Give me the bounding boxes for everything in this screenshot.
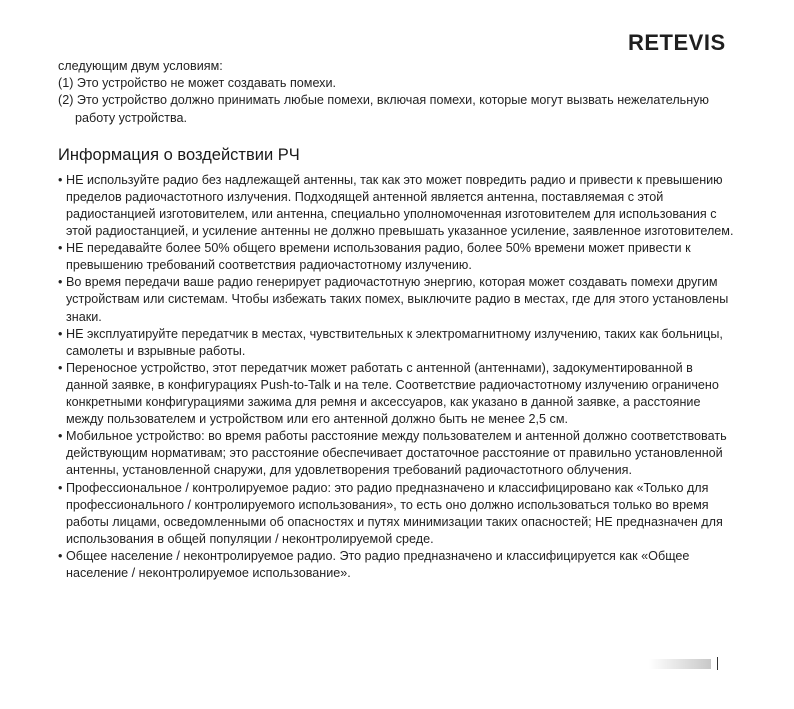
bullet-icon: • — [58, 326, 63, 341]
list-item-text: НЕ используйте радио без надлежащей антенны, так как это может повредить радио и привести к превышению пределов радиочастотного излучения. Подходящей антенной является антенна, поставляемая с этой радиостанцией изготовителем, или антенна, специально уполномоченная изготовителем для использования с этой радиостанцией, и усиление антенны не должно превышать указанное усиление, заявленное изготовителем. — [66, 172, 734, 239]
list-item — [58, 326, 738, 360]
bullet-icon: • — [58, 241, 63, 256]
bullet-icon: • — [58, 172, 63, 187]
list-item-text: Профессиональное / контролируемое радио: это радио предназначено и классифицировано как «Только для профессионального / контролируемого использования», то есть оно должно использоваться только во время работы лицами, осведомленными об опасностях и путях минимизации таких опасностей; НЕ предназначен для использования в общей популяции / неконтролируемой среде. — [66, 480, 723, 546]
list-item-text: НЕ передавайте более 50% общего времени использования радио, более 50% времени может привести к превышению требований соответствия радиочастотному излучению. — [66, 241, 691, 273]
rf-exposure-list — [58, 172, 738, 582]
bullet-icon: • — [58, 429, 63, 444]
list-item — [58, 428, 738, 479]
list-item-text: НЕ эксплуатируйте передатчик в местах, чувствительных к электромагнитному излучению, таких как больницы, самолеты и взрывные работы. — [66, 326, 723, 358]
list-item — [58, 274, 738, 325]
list-item-text: Общее население / неконтролируемое радио. Это радио предназначено и классифицируется как «Общее население / неконтролируемое использование». — [66, 548, 690, 580]
list-item — [58, 360, 738, 428]
document-page — [58, 58, 738, 582]
retevis-logo — [628, 30, 740, 54]
list-item — [58, 480, 738, 548]
logo-wordmark: RETEVIS — [628, 30, 726, 54]
condition-2: (2) Это устройство должно принимать любые помехи, включая помехи, которые могут вызвать нежелательную работу устройства. — [58, 93, 709, 125]
list-item — [58, 548, 738, 582]
bullet-icon: • — [58, 480, 63, 495]
bullet-icon: • — [58, 275, 63, 290]
intro-text: следующим двум условиям: — [58, 59, 223, 73]
bullet-icon: • — [58, 548, 63, 563]
footer-gradient-bar — [649, 659, 711, 669]
list-item-text: Переносное устройство, этот передатчик может работать с антенной (антеннами), задокументированной в данной заявке, в конфигурациях Push-to-Talk и на теле. Соответствие радиочастотному излучению ограничено конкретными конфигурациями зажима для ремня и аксессуаров, как указано в данной заявке, а расстояние между пользователем и устройством или его антенной должно быть не менее 2,5 см. — [66, 360, 719, 427]
list-item-text: Во время передачи ваше радио генерирует радиочастотную энергию, которая может создавать помехи другим устройствам или системам. Чтобы избежать таких помех, выключите радио в местах, где для этого установлены знаки. — [66, 275, 729, 324]
bullet-icon: • — [58, 360, 63, 375]
section-title: Информация о воздействии РЧ — [58, 145, 300, 164]
condition-1: (1) Это устройство не может создавать помехи. — [58, 76, 337, 91]
list-item-text: Мобильное устройство: во время работы расстояние между пользователем и антенной должно соответствовать действующим нормативам; это расстояние обеспечивает достаточное расстояние от правильно установленной антенны, установленной снаружи, для удовлетворения требований радиочастотного облучения. — [66, 429, 727, 478]
list-item — [58, 240, 738, 274]
footer-divider — [717, 657, 718, 670]
list-item — [58, 172, 738, 240]
